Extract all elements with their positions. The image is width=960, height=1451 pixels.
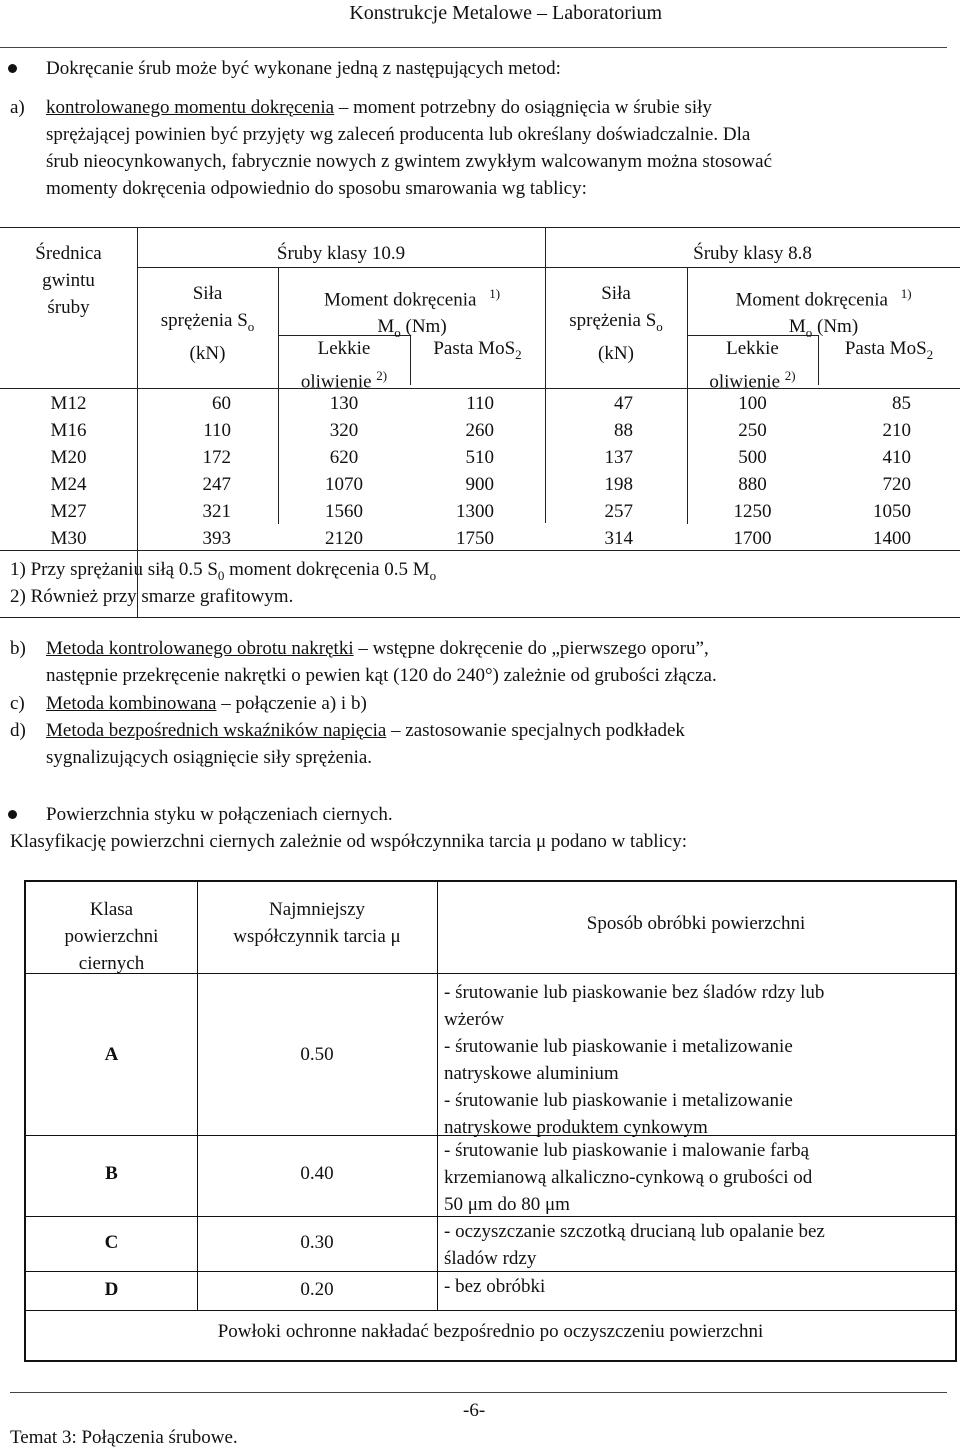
method-line: - oczyszczanie szczotką drucianą lub opalanie bez [444, 1221, 825, 1242]
method-d-desc: – zastosowanie specjalnych podkładek [386, 720, 685, 741]
group-header-8-8: Śruby klasy 8.8 [693, 243, 812, 264]
method-line: natryskowe produktem cynkowym [444, 1117, 708, 1138]
subscript: 0 [217, 567, 225, 583]
header-line: ciernych [78, 953, 145, 974]
header-line [687, 280, 960, 313]
header-line: Siła [192, 283, 223, 304]
method-c-desc: – połączenie a) i b) [216, 693, 367, 714]
lekkie-8-8-cell: 250 [738, 420, 767, 441]
header-text: M [377, 316, 395, 338]
subscript: 2 [515, 346, 522, 362]
force-8-8-cell: 198 [604, 474, 633, 495]
footnote-mark: 1) [900, 286, 912, 301]
lekkie-8-8-cell: 880 [738, 474, 767, 495]
pasta-8-8-cell: 85 [892, 393, 911, 414]
lekkie-8-8-cell: 1700 [733, 528, 772, 549]
note-text: 1) Przy sprężaniu siłą 0.5 S [10, 559, 218, 580]
coefficient-cell: 0.30 [300, 1232, 334, 1253]
method-a-line2: sprężającej powinien być przyjęty wg zaleceń producenta lub określany doświadczalnie. Dla [46, 124, 751, 145]
pasta-10-9-cell: 1300 [456, 501, 494, 522]
header-text: oliwienie [709, 371, 781, 393]
method-a-line4: momenty dokręcenia odpowiednio do sposobu smarowania wg tablicy: [46, 178, 587, 199]
group-header-10-9: Śruby klasy 10.9 [276, 243, 406, 264]
method-line: śladów rdzy [444, 1248, 537, 1269]
diameter-header [0, 240, 137, 321]
pasta-10-9-cell: 900 [465, 474, 494, 495]
header-text: (Nm) [812, 316, 859, 338]
coefficient-cell: 0.40 [300, 1163, 334, 1184]
force-header-10-9 [137, 280, 278, 367]
friction-table [24, 880, 957, 1362]
pasta-header-10-9 [410, 335, 545, 368]
header-rule [0, 47, 947, 48]
table-line [437, 882, 438, 1310]
method-a-line3: śrub nieocynkowanych, fabrycznie nowych z gwintem zwykłym walcowanym można stosować [46, 151, 773, 172]
header-line: Najmniejszy [268, 899, 366, 920]
header-line: (kN) [598, 342, 634, 364]
page-number: -6- [463, 1400, 486, 1421]
method-line: - śrutowanie lub piaskowanie bez śladów rdzy lub [444, 982, 825, 1003]
method-line: - śrutowanie lub piaskowanie i malowanie farbą [444, 1140, 810, 1161]
method-c-title: Metoda kombinowana [46, 693, 217, 714]
header-text: Pasta MoS [433, 338, 516, 359]
method-a-title: kontrolowanego momentu dokręcenia [46, 97, 335, 118]
lekkie-8-8-cell: 100 [738, 393, 767, 414]
table-line [0, 617, 960, 618]
force-10-9-cell: 60 [212, 393, 231, 414]
intro-text: Dokręcanie śrub może być wykonane jedną z następujących metod: [46, 58, 561, 79]
subscript: o [394, 325, 401, 341]
method-line: 50 μm do 80 μm [444, 1194, 570, 1215]
header-line [278, 280, 546, 313]
force-8-8-cell: 257 [604, 501, 633, 522]
force-10-9-cell: 110 [203, 420, 231, 441]
header-text: Moment dokręcenia [735, 289, 888, 311]
header-text: (Nm) [400, 316, 447, 338]
method-b-desc: – wstępne dokręcenie do „pierwszego oporu”, [353, 638, 709, 659]
class-header [26, 896, 197, 977]
force-header-8-8 [545, 280, 687, 367]
lekkie-header-10-9 [278, 335, 410, 395]
header-line: Lekkie [317, 338, 371, 359]
table-line [137, 267, 960, 268]
method-line: wżerów [444, 1009, 505, 1030]
pasta-8-8-cell: 1400 [873, 528, 911, 549]
method-c-line1 [46, 690, 367, 717]
force-8-8-cell: 47 [614, 393, 633, 414]
pasta-header-8-8 [818, 335, 960, 368]
lekkie-8-8-cell: 500 [738, 447, 767, 468]
header-line [137, 307, 278, 340]
footnote-mark: 2) [784, 368, 796, 383]
method-line: - bez obróbki [444, 1276, 546, 1297]
force-10-9-cell: 321 [202, 501, 231, 522]
header-line: Lekkie [726, 338, 779, 359]
footer-topic: Temat 3: Połączenia śrubowe. [10, 1427, 238, 1448]
header-text: M [788, 316, 806, 338]
pasta-10-9-cell: 510 [465, 447, 494, 468]
footnote-mark: 2) [376, 368, 388, 383]
method-d-title: Metoda bezpośrednich wskaźników napięcia [46, 720, 387, 741]
table-note-2: 2) Również przy smarze grafitowym. [10, 586, 294, 607]
surface-intro: Klasyfikację powierzchni ciernych zależnie od współczynnika tarcia μ podano w tablicy: [10, 831, 688, 852]
header-line: gwintu [42, 270, 95, 291]
bullet-icon [8, 64, 17, 73]
subscript: o [247, 318, 255, 334]
method-d-line2: sygnalizujących osiągnięcie siły sprężenia. [46, 747, 373, 768]
method-b-title: Metoda kontrolowanego obrotu nakrętki [46, 638, 354, 659]
coefficient-cell: 0.50 [300, 1043, 334, 1065]
class-cell: A [104, 1043, 119, 1065]
header-line: Siła [601, 283, 631, 304]
header-line: Średnica [35, 243, 102, 264]
running-header: Konstrukcje Metalowe – Laboratorium [349, 2, 662, 24]
header-line: współczynnik tarcia μ [233, 926, 401, 947]
force-8-8-cell: 137 [604, 447, 633, 468]
diameter-cell: M30 [50, 528, 87, 549]
subscript: o [656, 318, 663, 334]
header-text: sprężenia S [569, 310, 657, 331]
method-b-line1 [46, 635, 709, 662]
lekkie-header-8-8 [687, 335, 818, 395]
method-line: - śrutowanie lub piaskowanie i metalizowanie [444, 1090, 793, 1111]
diameter-cell: M20 [50, 447, 87, 468]
header-line: powierzchni [64, 926, 159, 947]
method-a-desc: – moment potrzebny do osiągnięcia w śrubie siły [334, 97, 712, 118]
method-c-marker: c) [10, 693, 25, 714]
pasta-10-9-cell: 1750 [456, 528, 494, 549]
method-b-marker: b) [10, 638, 26, 659]
class-cell: D [104, 1279, 119, 1300]
diameter-cell: M27 [50, 501, 87, 522]
class-cell: C [104, 1232, 119, 1253]
header-text: oliwienie [300, 371, 372, 393]
diameter-cell: M24 [50, 474, 87, 495]
diameter-cell: M12 [50, 393, 87, 414]
force-10-9-cell: 172 [202, 447, 231, 468]
method-line: krzemianową alkaliczno-cynkową o grubości od [444, 1167, 813, 1188]
header-text: sprężenia S [160, 310, 248, 331]
header-text: Moment dokręcenia [323, 289, 477, 311]
subscript: 2 [926, 346, 934, 362]
class-cell: B [105, 1163, 118, 1184]
lekkie-10-9-cell: 620 [329, 447, 359, 468]
footer-rule [10, 1392, 947, 1393]
pasta-8-8-cell: 1050 [873, 501, 911, 522]
header-line: śruby [47, 297, 90, 318]
lekkie-8-8-cell: 1250 [733, 501, 772, 522]
lekkie-10-9-cell: 1070 [325, 474, 363, 495]
pasta-10-9-cell: 110 [466, 393, 494, 414]
lekkie-10-9-cell: 130 [329, 393, 359, 414]
coefficient-cell: 0.20 [300, 1279, 334, 1300]
header-text: Pasta MoS [844, 338, 927, 359]
subscript: o [429, 567, 437, 583]
lekkie-10-9-cell: 1560 [325, 501, 363, 522]
method-header: Sposób obróbki powierzchni [586, 913, 806, 934]
method-a-line1 [46, 94, 712, 121]
table-line [26, 1310, 955, 1311]
header-line: Klasa [89, 899, 134, 920]
pasta-10-9-cell: 260 [465, 420, 494, 441]
diameter-cell: M16 [50, 420, 87, 441]
force-10-9-cell: 247 [202, 474, 231, 495]
pasta-8-8-cell: 720 [882, 474, 911, 495]
friction-footer: Powłoki ochronne nakładać bezpośrednio po oczyszczeniu powierzchni [217, 1321, 764, 1342]
lekkie-10-9-cell: 320 [329, 420, 359, 441]
method-line: natryskowe aluminium [444, 1063, 619, 1084]
header-line: (kN) [189, 342, 226, 364]
method-d-marker: d) [10, 720, 26, 741]
pasta-8-8-cell: 410 [882, 447, 911, 468]
force-8-8-cell: 88 [614, 420, 633, 441]
bullet-icon [8, 810, 17, 819]
method-line: - śrutowanie lub piaskowanie i metalizowanie [444, 1036, 793, 1057]
subscript: o [805, 325, 813, 341]
coefficient-header [197, 896, 437, 950]
table-line [0, 227, 960, 228]
method-d-line1 [46, 717, 685, 744]
lekkie-10-9-cell: 2120 [325, 528, 363, 549]
method-b-line2: następnie przekręcenie nakrętki o pewien kąt (120 do 240°) zależnie od grubości złącza. [46, 665, 717, 686]
force-8-8-cell: 314 [604, 528, 633, 549]
surface-bullet: Powierzchnia styku w połączeniach ciernych. [46, 804, 393, 825]
method-a-marker: a) [10, 97, 25, 118]
footnote-mark: 1) [489, 286, 501, 301]
pasta-8-8-cell: 210 [882, 420, 911, 441]
force-10-9-cell: 393 [202, 528, 231, 549]
header-line [545, 307, 687, 340]
note-text: moment dokręcenia 0.5 M [224, 559, 430, 580]
